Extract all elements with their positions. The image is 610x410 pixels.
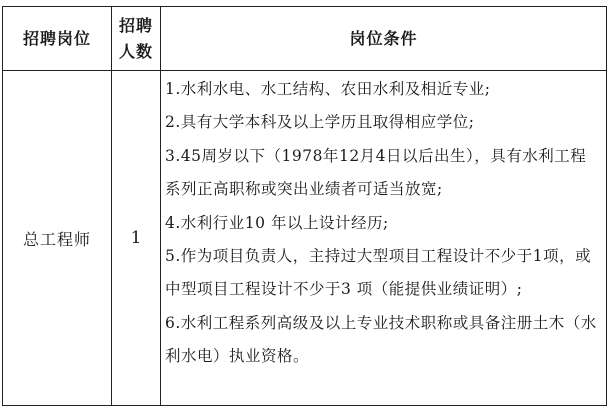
- requirement-item: 1.水利水电、水工结构、农田水利及相近专业;: [165, 80, 491, 98]
- requirement-item: 5.作为项目负责人，主持过大型项目工程设计不少于1项，或中型项目工程设计不少于3 项（能提供业绩证明）;: [165, 247, 592, 299]
- header-requirements: 岗位条件: [161, 7, 607, 71]
- header-position: 招聘岗位: [3, 7, 112, 71]
- recruitment-table: [2, 6, 607, 406]
- position-cell: 总工程师: [3, 71, 112, 406]
- header-row: [3, 7, 607, 71]
- requirement-item: 2.具有大学本科及以上学历且取得相应学位;: [165, 113, 475, 132]
- header-count: [112, 7, 161, 71]
- count-cell: 1: [112, 71, 161, 406]
- header-count-line2: 人数: [118, 41, 153, 61]
- requirement-item: 4.水利行业10 年以上设计经历;: [165, 213, 389, 232]
- requirements-cell: [161, 71, 607, 406]
- requirement-item: 6.水利工程系列高级及以上专业技术职称或具备注册土木（水利水电）执业资格。: [165, 313, 597, 366]
- header-count-line1: 招聘: [118, 15, 153, 35]
- table-row: [3, 71, 607, 406]
- requirement-item: 3.45周岁以下（1978年12月4日以后出生），具有水利工程系列正高职称或突出业绩者可适当放宽;: [165, 146, 587, 199]
